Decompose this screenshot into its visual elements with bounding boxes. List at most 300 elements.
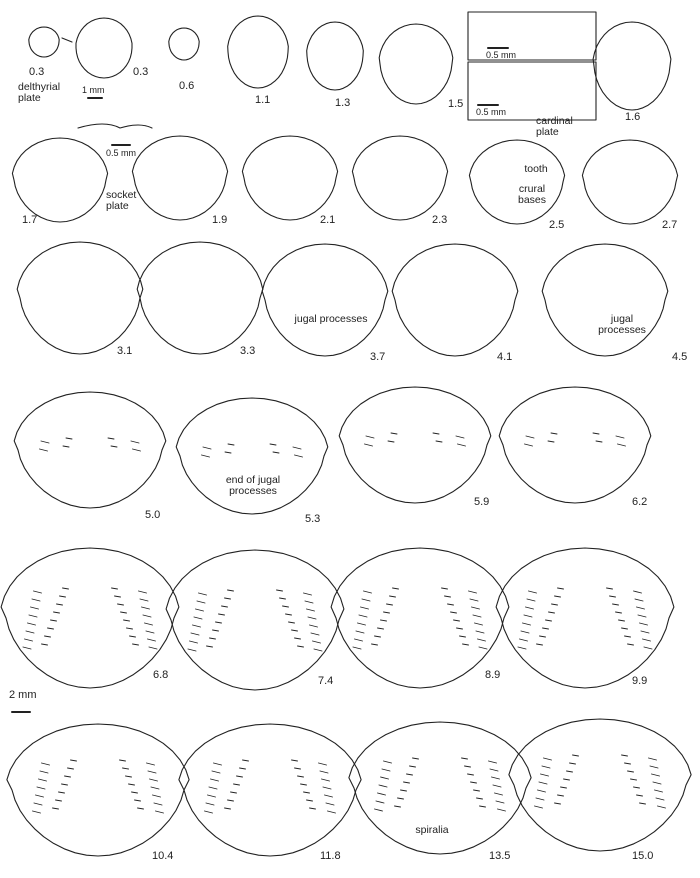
spiralia-dash-row6-3	[658, 806, 666, 808]
spiralia-dash-row5-2	[372, 644, 378, 645]
section-label-0-3-b: 0.3	[133, 66, 149, 78]
spiralia-dash-row5-0	[42, 644, 48, 645]
spiralia-dash-row5-0	[63, 588, 69, 589]
spiralia-dash-row5-0	[127, 628, 133, 629]
spiralia-dash-row5-2	[479, 647, 487, 649]
spiralia-dash-row6-2	[404, 782, 410, 783]
shell-section-row6-1	[179, 724, 361, 856]
section-label-2-5: 2.5	[549, 219, 565, 231]
spiralia-dash-row6-3	[538, 790, 546, 792]
spiralia-dash-row6-1	[307, 800, 313, 801]
spiralia-dash-row5-1	[304, 593, 312, 595]
spiralia-dash-row5-2	[457, 628, 463, 629]
jugal-dash-row4-2	[365, 444, 373, 446]
spiralia-dash-row6-2	[410, 766, 416, 767]
spiralia-dash-row6-1	[212, 771, 220, 773]
spiralia-dash-row6-1	[326, 803, 334, 805]
spiralia-dash-row5-0	[23, 647, 31, 649]
section-label-2-3: 2.3	[432, 214, 448, 226]
spiralia-dash-row6-3	[555, 803, 561, 804]
jugal-processes-label-b: jugal processes	[598, 313, 646, 337]
jugal-dash-row4-1	[295, 455, 303, 457]
section-label-1-3: 1.3	[335, 97, 351, 109]
jugal-dash-row4-2	[391, 433, 397, 434]
shell-section-row4-0	[14, 392, 166, 508]
spiralia-dash-row5-0	[124, 620, 130, 621]
spiralia-dash-row5-1	[310, 625, 318, 627]
shell-section-row2-5	[582, 140, 677, 224]
shell-section-row3-1	[137, 242, 263, 354]
spiralia-dash-row5-2	[353, 647, 361, 649]
shell-section-row3-0	[17, 242, 143, 354]
spiralia-dash-row5-3	[558, 588, 564, 589]
scale-bar-inset-bottom-label: 0.5 mm	[476, 107, 507, 117]
spiralia-dash-row5-1	[280, 598, 286, 599]
jugal-dash-row4-3	[548, 441, 554, 442]
spiralia-dash-row5-1	[307, 609, 315, 611]
spiralia-dash-row5-0	[34, 591, 42, 593]
jugal-dash-row4-1	[202, 455, 210, 457]
section-label-1-7: 1.7	[22, 214, 38, 226]
spiralia-dash-row5-3	[543, 628, 549, 629]
spiralia-dash-row5-1	[190, 641, 198, 643]
spiralia-dash-row5-1	[210, 638, 216, 639]
spiralia-dash-row5-0	[29, 615, 37, 617]
spiralia-dash-row6-2	[492, 777, 500, 779]
cardinal-plate-label: cardinal plate	[536, 115, 573, 139]
spiralia-dash-row6-2	[375, 809, 383, 811]
spiralia-dash-row5-2	[358, 623, 366, 625]
jugal-dash-row4-2	[366, 436, 374, 438]
socket-plate-inset	[78, 124, 152, 128]
spiralia-dash-row6-3	[631, 779, 637, 780]
spiralia-dash-row6-3	[570, 763, 576, 764]
spiralia-dash-row5-0	[45, 636, 51, 637]
spiralia-dash-row5-0	[139, 591, 147, 593]
spiralia-dash-row6-2	[384, 761, 392, 763]
spiralia-dash-row5-1	[213, 630, 219, 631]
jugal-dash-row4-0	[40, 449, 48, 451]
section-label-3-3: 3.3	[240, 345, 256, 357]
spiralia-dash-row5-2	[473, 615, 481, 617]
jugal-dash-row4-2	[458, 444, 466, 446]
jugal-dash-row4-0	[63, 446, 69, 447]
spiralia-dash-row6-2	[398, 798, 404, 799]
spiralia-dash-row6-1	[319, 763, 327, 765]
spiralia-dash-row6-1	[325, 795, 333, 797]
spiralia-dash-row5-0	[26, 631, 34, 633]
spiralia-dash-row6-2	[498, 809, 506, 811]
spiralia-dash-row5-3	[540, 636, 546, 637]
spiralia-dash-row5-0	[149, 647, 157, 649]
section-label-4-1: 4.1	[497, 351, 513, 363]
spiralia-dash-row6-3	[544, 758, 552, 760]
spiralia-dash-row6-1	[301, 784, 307, 785]
spiralia-dash-row5-3	[526, 607, 534, 609]
spiralia-dash-row6-2	[376, 801, 384, 803]
spiralia-dash-row5-1	[193, 625, 201, 627]
spiralia-dash-row6-3	[564, 779, 570, 780]
shell-section-row2-0	[12, 138, 107, 222]
spiralia-dash-row6-3	[634, 787, 640, 788]
spiralia-dash-row5-1	[313, 641, 321, 643]
spiralia-dash-row6-1	[243, 760, 249, 761]
spiralia-dash-row6-3	[625, 763, 631, 764]
spiralia-dash-row5-0	[140, 599, 148, 601]
spiralia-dash-row5-1	[283, 606, 289, 607]
shell-section-row2-1	[132, 136, 227, 220]
spiralia-dash-row6-0	[153, 795, 161, 797]
section-label-9-9: 9.9	[632, 675, 648, 687]
spiralia-dash-row5-1	[311, 633, 319, 635]
shell-section-row5-0	[1, 548, 179, 688]
jugal-dash-row4-3	[616, 436, 624, 438]
jugal-dash-row4-3	[593, 433, 599, 434]
spiralia-dash-row5-1	[194, 617, 202, 619]
shell-section-1-1	[228, 16, 289, 88]
spiralia-dash-row5-1	[216, 622, 222, 623]
spiralia-dash-row5-3	[537, 644, 543, 645]
spiralia-dash-row6-3	[655, 790, 663, 792]
jugal-dash-row4-0	[66, 438, 72, 439]
spiralia-dash-row5-0	[148, 639, 156, 641]
shell-section-row4-3	[499, 387, 651, 503]
spiralia-dash-row6-3	[628, 771, 634, 772]
section-label-2-7: 2.7	[662, 219, 678, 231]
jugal-dash-row4-1	[228, 444, 234, 445]
spiralia-dash-row5-2	[364, 591, 372, 593]
spiralia-dash-row5-2	[362, 599, 370, 601]
spiralia-dash-row6-3	[535, 806, 543, 808]
spiralia-dash-row5-2	[475, 623, 483, 625]
spiralia-dash-row5-3	[549, 612, 555, 613]
spiralia-dash-row6-1	[237, 776, 243, 777]
spiralia-dash-row5-3	[518, 647, 526, 649]
spiralia-dash-row5-0	[60, 596, 66, 597]
spiralia-dash-row6-3	[637, 795, 643, 796]
spiralia-dash-row6-2	[382, 769, 390, 771]
spiralia-dash-row6-2	[381, 777, 389, 779]
spiralia-dash-row5-2	[478, 639, 486, 641]
section-label-5-9: 5.9	[474, 496, 490, 508]
spiralia-dash-row6-2	[474, 790, 480, 791]
spiralia-dash-row6-0	[129, 784, 135, 785]
scale-bar-socket-inset-label: 0.5 mm	[106, 148, 137, 158]
section-label-5-3: 5.3	[305, 513, 321, 525]
spiralia-dash-row5-3	[546, 620, 552, 621]
spiralia-dash-row6-1	[295, 768, 301, 769]
spiralia-dash-row5-1	[191, 633, 199, 635]
jugal-dash-row4-1	[225, 452, 231, 453]
spiralia-dash-row5-0	[143, 615, 151, 617]
spiralia-dash-row6-0	[138, 808, 144, 809]
spiralia-dash-row5-2	[448, 604, 454, 605]
spiralia-dash-row5-2	[393, 588, 399, 589]
spiralia-dash-row6-2	[471, 782, 477, 783]
jugal-dash-row4-0	[111, 446, 117, 447]
jugal-dash-row4-2	[433, 433, 439, 434]
spiralia-dash-row5-0	[54, 612, 60, 613]
spiralia-dash-row6-1	[240, 768, 246, 769]
section-label-1-6: 1.6	[625, 111, 641, 123]
spiralia-dash-row6-2	[480, 806, 486, 807]
section-label-0-6: 0.6	[179, 80, 195, 92]
spiralia-dash-row5-2	[460, 636, 466, 637]
spiralia-dash-row5-0	[28, 623, 36, 625]
spiralia-dash-row5-0	[115, 596, 121, 597]
section-label-1-1: 1.1	[255, 94, 271, 106]
spiralia-dash-row5-2	[476, 631, 484, 633]
spiralia-dash-row6-0	[65, 776, 71, 777]
spiralia-dash-row6-1	[206, 803, 214, 805]
jugal-dash-row4-3	[618, 444, 626, 446]
jugal-dash-row4-1	[203, 447, 211, 449]
section-label-15-0: 15.0	[632, 850, 654, 862]
shell-section-row3-4	[542, 244, 668, 356]
spiralia-dash-row5-3	[529, 591, 537, 593]
spiralia-dash-row6-0	[156, 811, 164, 813]
section-label-6-8: 6.8	[153, 669, 169, 681]
spiralia-dash-row5-2	[356, 631, 364, 633]
spiralia-dash-row5-3	[628, 644, 634, 645]
spiralia-dash-row5-3	[643, 639, 651, 641]
spiralia-dash-row5-0	[121, 612, 127, 613]
section-label-6-2: 6.2	[632, 496, 648, 508]
shell-section-1-3	[307, 22, 364, 90]
spiralia-dash-row5-1	[277, 590, 283, 591]
spiralia-dash-row5-0	[112, 588, 118, 589]
shell-section-1-6	[593, 22, 671, 110]
spiralia-dash-row6-0	[71, 760, 77, 761]
spiralia-dash-row5-3	[625, 636, 631, 637]
section-label-8-9: 8.9	[485, 669, 501, 681]
spiralia-dash-row5-2	[442, 588, 448, 589]
spiralia-dash-row5-0	[48, 628, 54, 629]
spiralia-dash-row6-3	[536, 798, 544, 800]
jugal-dash-row4-2	[388, 441, 394, 442]
shell-section-row5-3	[496, 548, 674, 688]
jugal-dash-row4-1	[293, 447, 301, 449]
spiralia-dash-row6-0	[154, 803, 162, 805]
section-label-11-8: 11.8	[320, 850, 341, 862]
spiralia-dash-row5-0	[133, 644, 139, 645]
spiralia-dash-row6-2	[401, 790, 407, 791]
spiralia-dash-row6-2	[468, 774, 474, 775]
spiralia-dash-row5-1	[196, 609, 204, 611]
spiralia-dash-row5-3	[616, 612, 622, 613]
spiralia-dash-row5-1	[225, 598, 231, 599]
spiralia-dash-row6-1	[234, 784, 240, 785]
spiralia-dash-row6-0	[34, 803, 42, 805]
spiralia-dash-row5-2	[469, 591, 477, 593]
spiralia-dash-row6-0	[56, 800, 62, 801]
spiralia-dash-row6-2	[462, 758, 468, 759]
shell-section-row5-1	[166, 550, 344, 690]
end-of-jugal-processes-label: end of jugal processes	[225, 474, 281, 498]
shell-section-row2-3	[352, 136, 447, 220]
shell-section-0-6	[169, 28, 199, 60]
spiralia-dash-row5-1	[228, 590, 234, 591]
spiralia-dash-row6-2	[413, 758, 419, 759]
spiralia-dash-row5-2	[359, 615, 367, 617]
scale-bar-inset-top-label: 0.5 mm	[486, 50, 517, 60]
spiralia-dash-row6-1	[208, 795, 216, 797]
section-label-1-9: 1.9	[212, 214, 228, 226]
spiralia-dash-row5-1	[207, 646, 213, 647]
spiralia-dash-row6-2	[378, 793, 386, 795]
shell-section-0-3-b	[76, 18, 132, 78]
socket-plate-label: socket plate	[106, 189, 137, 213]
shell-section-row3-3	[392, 244, 518, 356]
jugal-dash-row4-3	[526, 436, 534, 438]
section-label-2-1: 2.1	[320, 214, 336, 226]
spiralia-dash-row6-0	[59, 792, 65, 793]
spiralia-dash-row5-3	[607, 588, 613, 589]
spiralia-dash-row6-0	[53, 808, 59, 809]
spiralia-dash-row5-2	[381, 620, 387, 621]
spiralia-dash-row6-3	[561, 787, 567, 788]
spiralia-dash-row5-2	[472, 607, 480, 609]
spiralia-dash-row6-0	[39, 779, 47, 781]
spiralia-dash-row6-1	[228, 800, 234, 801]
spiralia-dash-row5-1	[219, 614, 225, 615]
spiralia-dash-row6-1	[205, 811, 213, 813]
section-label-3-7: 3.7	[370, 351, 386, 363]
spiralia-dash-row5-2	[470, 599, 478, 601]
spiralia-dash-row5-3	[644, 647, 652, 649]
spiralia-dash-row6-2	[395, 806, 401, 807]
tooth-label: tooth	[524, 163, 548, 175]
spiralia-dash-row5-0	[57, 604, 63, 605]
spiralia-dash-row5-3	[640, 623, 648, 625]
section-label-4-5: 4.5	[672, 351, 688, 363]
spiralia-dash-row5-3	[635, 599, 643, 601]
spiralia-dash-row6-2	[496, 801, 504, 803]
spiralia-dash-row5-1	[298, 646, 304, 647]
spiralia-dash-row5-3	[634, 591, 642, 593]
section-label-10-4: 10.4	[152, 850, 174, 862]
spiralia-dash-row5-2	[355, 639, 363, 641]
spiralia-dash-row5-2	[378, 628, 384, 629]
spiralia-dash-row6-0	[68, 768, 74, 769]
spiralia-dash-row5-3	[524, 615, 532, 617]
spiralia-dash-row5-1	[305, 601, 313, 603]
jugal-dash-row4-0	[41, 441, 49, 443]
spiralia-dash-row6-0	[33, 811, 41, 813]
jugal-processes-label-a: jugal processes	[294, 313, 368, 325]
jugal-dash-row4-1	[273, 452, 279, 453]
spiralia-dash-row5-0	[145, 623, 153, 625]
shell-section-row6-3	[509, 719, 691, 851]
spiralia-dash-row5-1	[289, 622, 295, 623]
spiralia-dash-row6-0	[120, 760, 126, 761]
jugal-dash-row4-2	[436, 441, 442, 442]
spiralia-dash-row5-3	[523, 623, 531, 625]
spiralia-dash-row6-1	[231, 792, 237, 793]
spiralia-dash-row6-1	[225, 808, 231, 809]
spiralia-dash-row6-3	[622, 755, 628, 756]
spiralia-dash-row5-0	[146, 631, 154, 633]
spiralia-dash-row6-3	[649, 758, 657, 760]
shell-section-row3-2	[262, 244, 388, 356]
spiralia-dash-row6-1	[322, 779, 330, 781]
spiralia-dash-row6-0	[42, 763, 50, 765]
spiralia-dash-row5-2	[361, 607, 369, 609]
spiralia-dash-row6-3	[541, 774, 549, 776]
spiralia-dash-row5-3	[527, 599, 535, 601]
spiralia-dash-row6-0	[37, 787, 45, 789]
spiralia-dash-row5-3	[520, 639, 528, 641]
spiralia-dash-row6-3	[650, 766, 658, 768]
spiralia-dash-row6-0	[40, 771, 48, 773]
spiralia-dash-row6-3	[640, 803, 646, 804]
spiralia-label: spiralia	[415, 824, 449, 836]
spiralia-dash-row6-0	[151, 787, 159, 789]
spiralia-dash-row6-2	[495, 793, 503, 795]
spiralia-dash-row6-2	[489, 761, 497, 763]
spiralia-dash-row6-0	[147, 763, 155, 765]
spiralia-dash-row6-1	[209, 787, 217, 789]
section-label-7-4: 7.4	[318, 675, 334, 687]
section-label-3-1: 3.1	[117, 345, 133, 357]
spiralia-dash-row5-3	[610, 596, 616, 597]
jugal-dash-row4-2	[456, 436, 464, 438]
spiralia-dash-row5-3	[622, 628, 628, 629]
spiralia-dash-row5-1	[188, 649, 196, 651]
section-label-13-5: 13.5	[489, 850, 511, 862]
shell-section-row2-2	[242, 136, 337, 220]
spiralia-dash-row5-3	[641, 631, 649, 633]
spiralia-dash-row5-3	[619, 620, 625, 621]
spiralia-dash-row5-1	[295, 638, 301, 639]
spiralia-dash-row5-1	[286, 614, 292, 615]
spiralia-dash-row6-1	[304, 792, 310, 793]
crural-bases-label: crural bases	[517, 183, 547, 207]
spiralia-dash-row6-0	[132, 792, 138, 793]
spiralia-dash-row5-2	[387, 604, 393, 605]
spiralia-dash-row5-0	[142, 607, 150, 609]
spiralia-dash-row5-1	[308, 617, 316, 619]
spiralia-dash-row5-2	[375, 636, 381, 637]
spiralia-dash-row6-1	[310, 808, 316, 809]
spiralia-dash-row5-0	[32, 599, 40, 601]
spiralia-dash-row6-3	[567, 771, 573, 772]
spiralia-dash-row6-0	[62, 784, 68, 785]
shell-section-row2-4	[469, 140, 564, 224]
jugal-dash-row4-3	[551, 433, 557, 434]
spiralia-dash-row5-3	[613, 604, 619, 605]
spiralia-dash-row5-2	[463, 644, 469, 645]
spiralia-dash-row5-1	[222, 606, 228, 607]
shell-section-row6-0	[7, 724, 189, 856]
spiralia-dash-row5-0	[31, 607, 39, 609]
spiralia-dash-row6-1	[211, 779, 219, 781]
spiralia-dash-row6-0	[36, 795, 44, 797]
spiralia-dash-row6-2	[490, 769, 498, 771]
spiralia-dash-row5-0	[118, 604, 124, 605]
pointer-arrow	[62, 38, 72, 42]
scale-bar-1mm-label: 1 mm	[82, 85, 105, 95]
spiralia-dash-row5-2	[454, 620, 460, 621]
spiralia-dash-row5-0	[130, 636, 136, 637]
spiralia-dash-row6-1	[292, 760, 298, 761]
delthyrial-plate-label: delthyrial plate	[18, 81, 61, 105]
spiralia-dash-row6-0	[135, 800, 141, 801]
spiralia-dash-row6-0	[123, 768, 129, 769]
spiralia-dash-row6-3	[539, 782, 547, 784]
spiralia-dash-row6-3	[652, 774, 660, 776]
spiralia-dash-row6-1	[298, 776, 304, 777]
